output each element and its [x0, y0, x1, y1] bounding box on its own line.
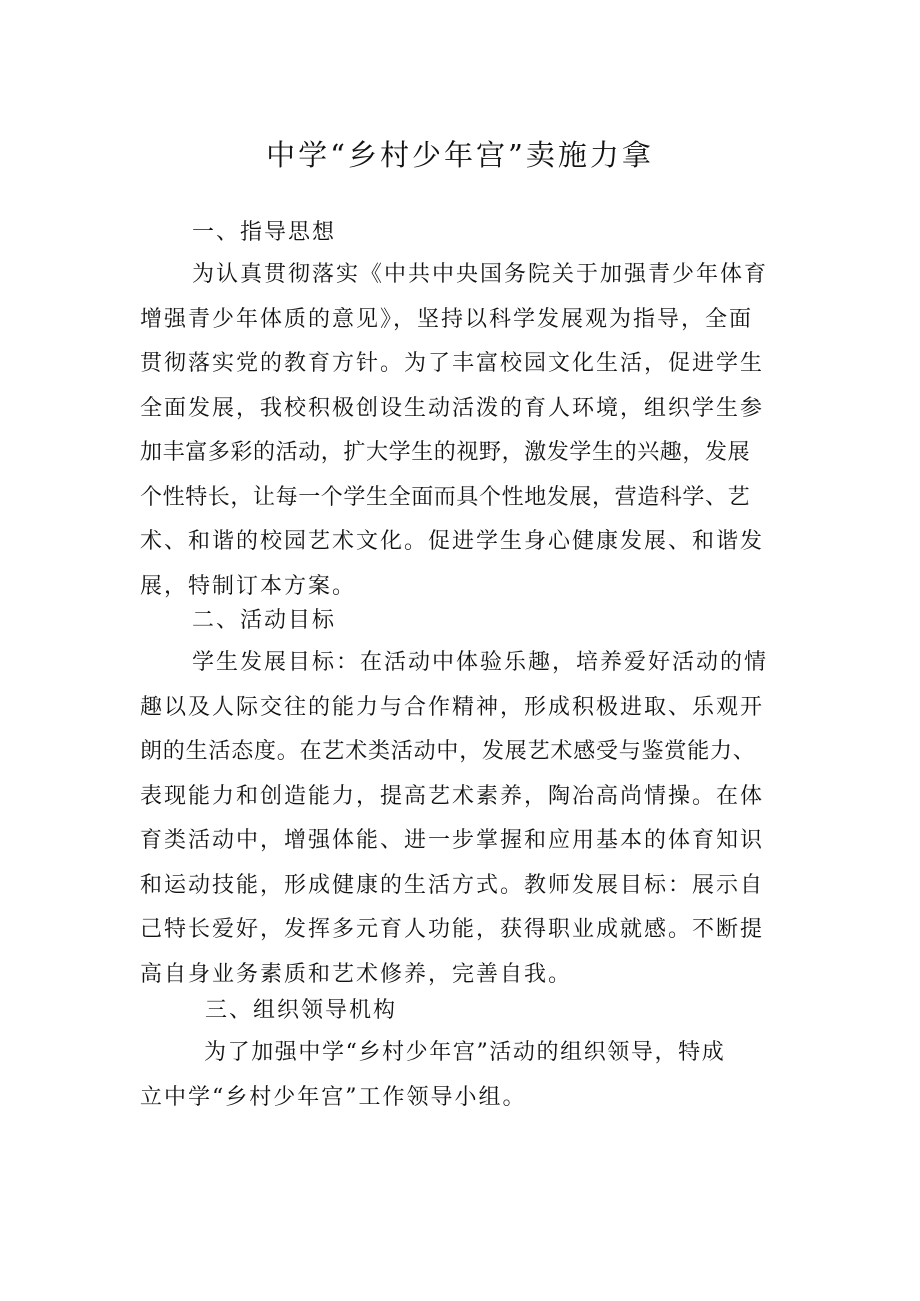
- paragraph-line: 加丰富多彩的活动，扩大学生的视野，激发学生的兴趣，发展: [140, 440, 751, 465]
- paragraph-line: 个性特长，让每一个学生全面而具个性地发展，营造科学、艺: [140, 484, 751, 510]
- section-heading-activity-goals: 二、活动目标: [192, 608, 337, 633]
- section-paragraph-organization: [140, 1031, 800, 1120]
- paragraph-line: 贯彻落实党的教育方针。为了丰富校园文化生活，促进学生: [140, 351, 765, 376]
- paragraph-line: 为认真贯彻落实《中共中央国务院关于加强青少年体育: [192, 262, 769, 287]
- paragraph-line: 立中学“乡村少年宫”工作领导小组。: [140, 1084, 527, 1110]
- paragraph-line: 学生发展目标：在活动中体验乐趣，培养爱好活动的情: [192, 650, 769, 675]
- paragraph-line: 朗的生活态度。在艺术类活动中，发展艺术感受与鉴赏能力、: [140, 739, 756, 764]
- section-heading-organization: 三、组织领导机构: [205, 998, 398, 1023]
- paragraph-line: 术、和谐的校园艺术文化。促进学生身心健康发展、和谐发: [140, 529, 765, 554]
- paragraph-line: 高自身业务素质和艺术修养，完善自我。: [140, 961, 573, 987]
- paragraph-line: 育类活动中，增强体能、进一步掌握和应用基本的体育知识: [140, 828, 765, 853]
- paragraph-line: 全面发展，我校积极创设生动活泼的育人环境，组织学生参: [140, 395, 765, 421]
- paragraph-line: 增强青少年体质的意见》，坚持以科学发展观为指导，全面: [140, 306, 754, 332]
- paragraph-line: 表现能力和创造能力，提高艺术素养，陶冶高尚情操。在体: [140, 783, 765, 809]
- paragraph-line: 己特长爱好，发挥多元育人功能，获得职业成就感。不断提: [140, 917, 765, 942]
- paragraph-line: 趣以及人际交往的能力与合作精神，形成积极进取、乐观开: [140, 694, 765, 720]
- paragraph-line: 为了加强中学“乡村少年宫”活动的组织领导，特成: [204, 1040, 726, 1065]
- paragraph-line: 和运动技能，形成健康的生活方式。教师发展目标：展示自: [140, 872, 765, 898]
- paragraph-line: 展，特制订本方案。: [140, 573, 357, 599]
- document-title: 中学“乡村少年宫”卖施力拿: [266, 138, 654, 172]
- section-paragraph-activity-goals: [140, 641, 800, 997]
- section-paragraph-guiding-ideology: [140, 253, 800, 609]
- section-heading-guiding-ideology: 一、指导思想: [192, 220, 337, 245]
